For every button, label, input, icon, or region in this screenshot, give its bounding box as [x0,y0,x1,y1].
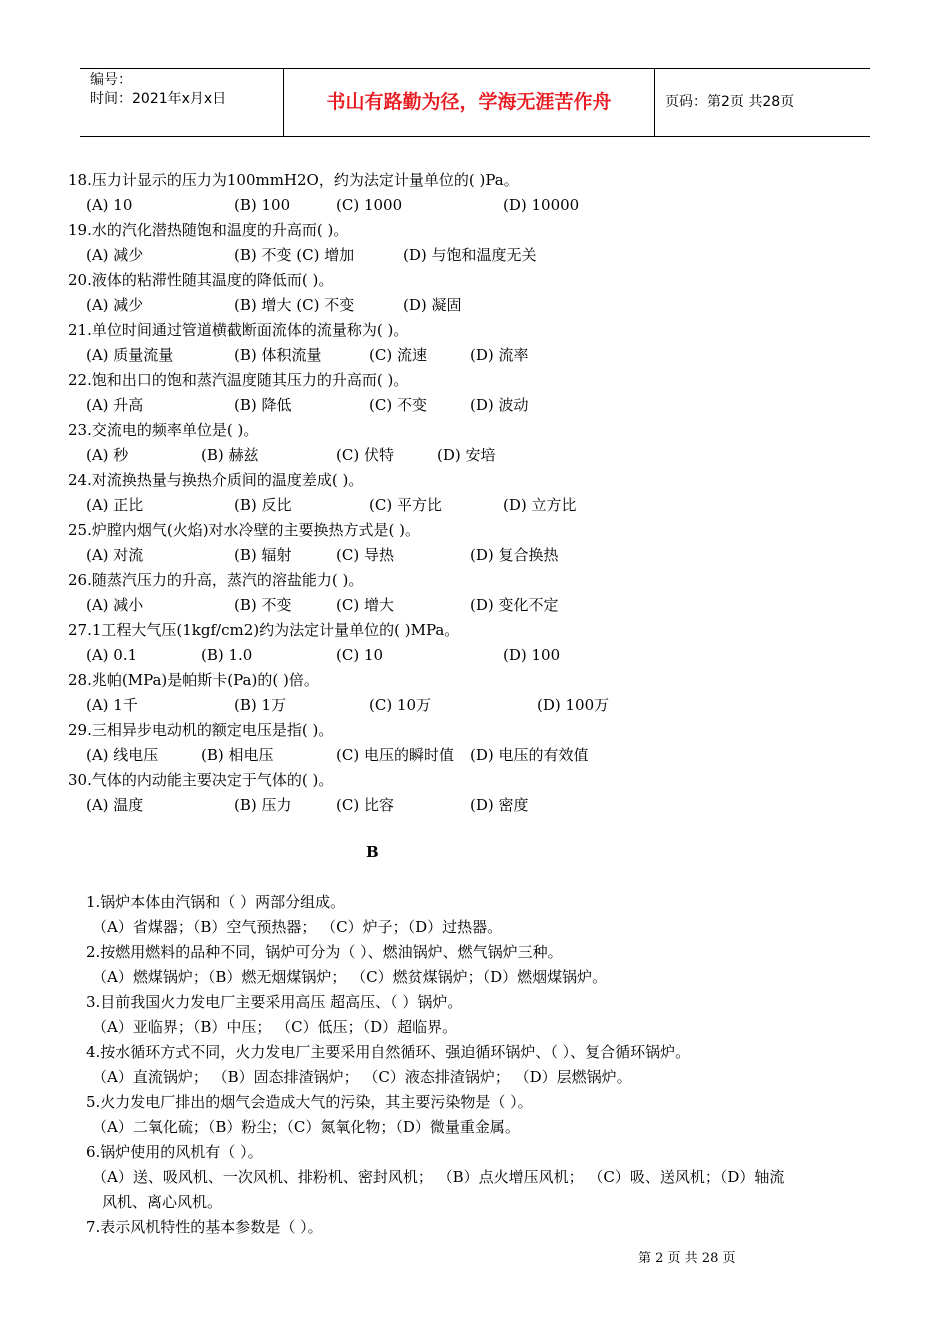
option-24-1: (B) 反比 [234,496,292,514]
option-21-3: (D) 流率 [470,346,529,364]
option-21-1: (B) 体积流量 [234,346,322,364]
b-question-5: 5.火力发电厂排出的烟气会造成大气的污染，其主要污染物是（ ）。 [86,1093,533,1111]
question-26: 26.随蒸汽压力的升高，蒸汽的溶盐能力( )。 [68,571,364,589]
b-question-2: 2.按燃用燃料的品种不同，锅炉可分为（ ）、燃油锅炉、燃气锅炉三种。 [86,943,563,961]
option-19-0: (A) 减少 [86,246,144,264]
doc-date: 时间：2021年x月x日 [90,91,227,107]
option-27-3: (D) 100 [503,646,561,664]
b-options-5-0: （A）二氧化硫；（B）粉尘；（C）氮氧化物；（D）微量重金属。 [92,1118,520,1136]
question-24: 24.对流换热量与换热介质间的温度差成( )。 [68,471,364,489]
b-question-7: 7.表示风机特性的基本参数是（ ）。 [86,1218,323,1236]
option-27-1: (B) 1.0 [201,646,253,664]
option-23-3: (D) 安培 [437,446,496,464]
option-24-2: (C) 平方比 [369,496,442,514]
b-options-4-0: （A）直流锅炉； （B）固态排渣锅炉； （C）液态排渣锅炉； （D）层燃锅炉。 [92,1068,632,1086]
b-options-6-1: 风机、离心风机。 [102,1193,223,1211]
option-18-3: (D) 10000 [503,196,580,214]
header-meta [80,69,283,136]
question-25: 25.炉膛内烟气(火焰)对水冷壁的主要换热方式是( )。 [68,521,421,539]
question-20: 20.液体的粘滞性随其温度的降低而( )。 [68,271,334,289]
question-18: 18.压力计显示的压力为100mmH2O，约为法定计量单位的( )Pa。 [68,171,519,189]
option-22-1: (B) 降低 [234,396,292,414]
question-21: 21.单位时间通过管道横截断面流体的流量称为( )。 [68,321,409,339]
option-18-1: (B) 100 [234,196,291,214]
option-22-2: (C) 不变 [369,396,427,414]
option-26-2: (C) 增大 [336,596,394,614]
question-19: 19.水的汽化潜热随饱和温度的升高而( )。 [68,221,349,239]
question-22: 22.饱和出口的饱和蒸汽温度随其压力的升高而( )。 [68,371,409,389]
option-24-3: (D) 立方比 [503,496,577,514]
option-27-0: (A) 0.1 [86,646,138,664]
option-27-2: (C) 10 [336,646,384,664]
option-25-2: (C) 导热 [336,546,394,564]
question-29: 29.三相异步电动机的额定电压是指( )。 [68,721,334,739]
option-22-0: (A) 升高 [86,396,144,414]
option-28-1: (B) 1万 [234,696,287,714]
option-30-3: (D) 密度 [470,796,529,814]
option-21-2: (C) 流速 [369,346,427,364]
question-30: 30.气体的内动能主要决定于气体的( )。 [68,771,334,789]
b-question-6: 6.锅炉使用的风机有（ ）。 [86,1143,263,1161]
option-19-1: (B) 不变 (C) 增加 [234,246,355,264]
option-19-2: (D) 与饱和温度无关 [403,246,537,264]
question-23: 23.交流电的频率单位是( )。 [68,421,259,439]
b-options-1-0: （A）省煤器；（B）空气预热器； （C）炉子；（D）过热器。 [92,918,503,936]
option-23-0: (A) 秒 [86,446,129,464]
option-18-0: (A) 10 [86,196,133,214]
option-28-2: (C) 10万 [369,696,432,714]
option-28-0: (A) 1千 [86,696,138,714]
option-26-1: (B) 不变 [234,596,292,614]
section-b-title: B [366,843,379,861]
option-23-1: (B) 赫兹 [201,446,259,464]
option-25-0: (A) 对流 [86,546,144,564]
option-20-0: (A) 减少 [86,296,144,314]
option-24-0: (A) 正比 [86,496,144,514]
option-25-3: (D) 复合换热 [470,546,559,564]
option-20-2: (D) 凝固 [403,296,462,314]
header-motto: 书山有路勤为径，学海无涯苦作舟 [283,69,655,136]
option-30-1: (B) 压力 [234,796,292,814]
option-18-2: (C) 1000 [336,196,403,214]
option-29-0: (A) 线电压 [86,746,159,764]
option-30-2: (C) 比容 [336,796,394,814]
question-28: 28.兆帕(MPa)是帕斯卡(Pa)的( )倍。 [68,671,319,689]
option-25-1: (B) 辐射 [234,546,292,564]
option-26-3: (D) 变化不定 [470,596,559,614]
b-options-2-0: （A）燃煤锅炉；（B）燃无烟煤锅炉； （C）燃贫煤锅炉；（D）燃烟煤锅炉。 [92,968,608,986]
option-29-1: (B) 相电压 [201,746,274,764]
page-header [80,68,870,137]
option-30-0: (A) 温度 [86,796,144,814]
option-23-2: (C) 伏特 [336,446,394,464]
option-26-0: (A) 减小 [86,596,144,614]
b-options-6-0: （A）送、吸风机、一次风机、排粉机、密封风机； （B）点火增压风机； （C）吸、送风机；（D）轴流 [92,1168,785,1186]
option-21-0: (A) 质量流量 [86,346,174,364]
option-29-3: (D) 电压的有效值 [470,746,589,764]
doc-code-label: 编号： [90,72,132,88]
option-22-3: (D) 波动 [470,396,529,414]
b-question-4: 4.按水循环方式不同，火力发电厂主要采用自然循环、强迫循环锅炉、（ ）、复合循环锅炉。 [86,1043,691,1061]
b-question-3: 3.目前我国火力发电厂主要采用高压 超高压、（ ）锅炉。 [86,993,463,1011]
option-20-1: (B) 增大 (C) 不变 [234,296,355,314]
option-28-3: (D) 100万 [537,696,610,714]
b-question-1: 1.锅炉本体由汽锅和（ ）两部分组成。 [86,893,346,911]
option-29-2: (C) 电压的瞬时值 [336,746,454,764]
header-page-number: 页码：第2页 共28页 [665,94,795,110]
page-footer: 第 2 页 共 28 页 [638,1251,736,1266]
b-options-3-0: （A）亚临界；（B）中压； （C）低压；（D）超临界。 [92,1018,458,1036]
question-27: 27.1工程大气压(1kgf/cm2)约为法定计量单位的( )MPa。 [68,621,460,639]
